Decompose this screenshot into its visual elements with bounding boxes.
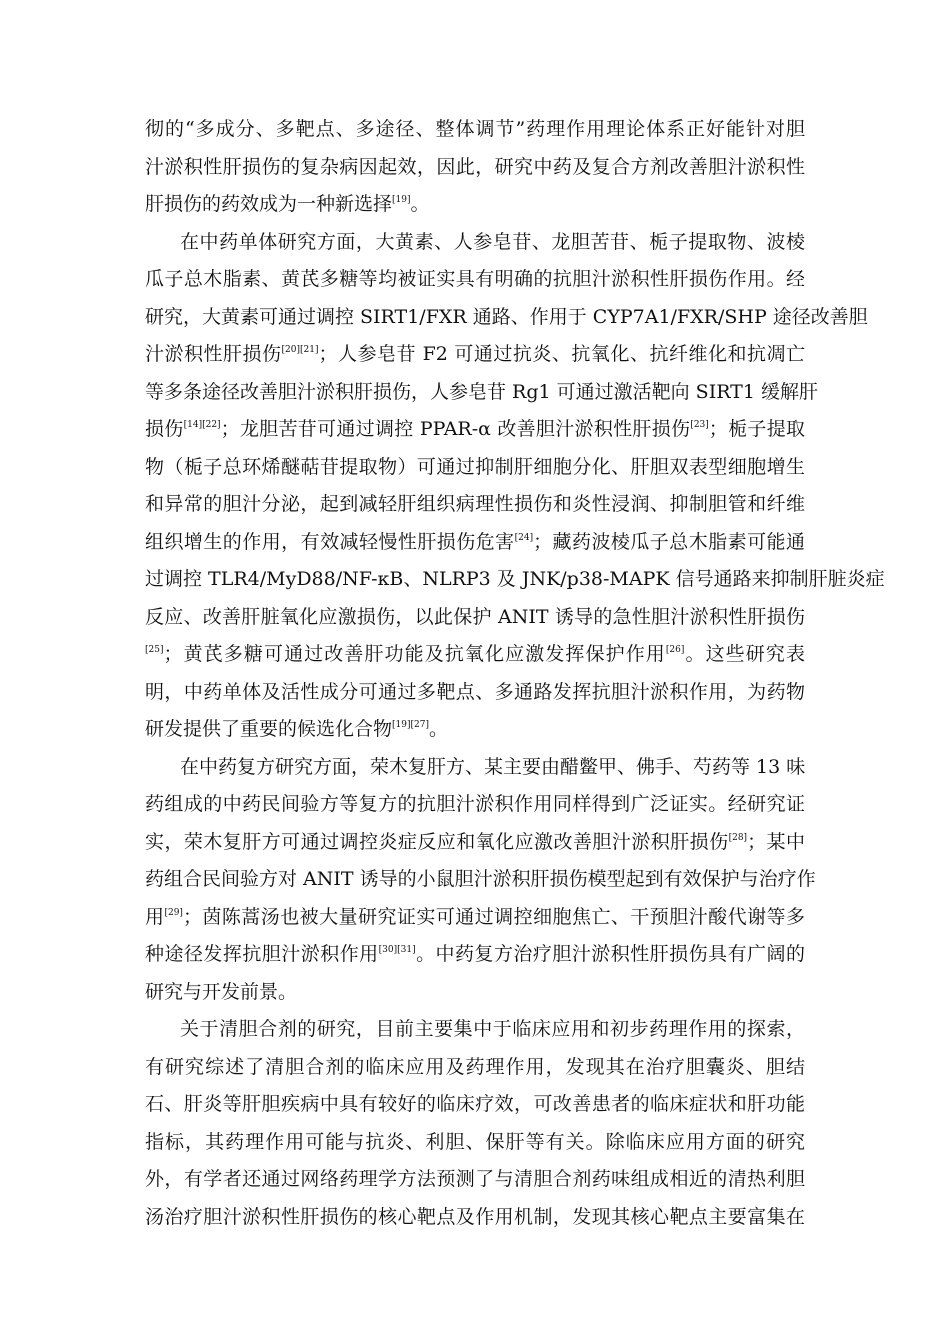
text-line: 外，有学者还通过网络药理学方法预测了与清胆合剂药味组成相近的清热利胆 — [145, 1168, 805, 1190]
text-line: 组织增生的作用，有效减轻慢性肝损伤危害[24]；藏药波棱瓜子总木脂素可能通 — [145, 530, 805, 553]
text-line: 药组合民间验方对 ANIT 诱导的小鼠胆汁淤积肝损伤模型起到有效保护与治疗作 — [145, 868, 816, 890]
text-line: 研究与开发前景。 — [145, 980, 298, 1003]
citation-ref: [20] — [281, 344, 301, 355]
text-line: 在中药复方研究方面，荣木复肝方、某主要由醋鳖甲、佛手、芍药等 13 味 — [180, 755, 806, 778]
citation-ref: [31] — [397, 944, 416, 955]
text-line: 指标，其药理作用可能与抗炎、利胆、保肝等有关。除临床应用方面的研究 — [145, 1130, 805, 1153]
text-line: [25]；黄芪多糖可通过改善肝功能及抗氧化应激发挥保护作用[26]。这些研究表 — [145, 643, 805, 665]
citation-ref: [21] — [300, 344, 319, 355]
paragraph — [145, 224, 885, 749]
text-line: 汤治疗胆汁淤积性肝损伤的核心靶点及作用机制，发现其核心靶点主要富集在 — [145, 1205, 805, 1228]
citation-ref: [23] — [690, 419, 709, 430]
text-line: 汁淤积性肝损伤[20][21]；人参皂苷 F2 可通过抗炎、抗氧化、抗纤维化和抗凋亡 — [145, 343, 805, 365]
citation-ref: [29] — [164, 907, 183, 918]
paragraph — [145, 749, 816, 1012]
citation-ref: [19] — [392, 194, 411, 205]
text-line: 彻的“多成分、多靶点、多途径、整体调节”药理作用理论体系正好能针对胆 — [145, 118, 805, 140]
citation-ref: [28] — [728, 832, 748, 843]
text-line: 石、肝炎等肝胆疾病中具有较好的临床疗效，可改善患者的临床症状和肝功能 — [145, 1093, 805, 1115]
text-line: 在中药单体研究方面，大黄素、人参皂苷、龙胆苦苷、栀子提取物、波棱 — [180, 230, 805, 253]
text-line: 和异常的胆汁分泌，起到减轻肝组织病理性损伤和炎性浸润、抑制胆管和纤维 — [145, 493, 805, 515]
citation-ref: [26] — [665, 644, 685, 655]
text-line: 种途径发挥抗胆汁淤积作用[30][31]。中药复方治疗胆汁淤积性肝损伤具有广阔的 — [145, 943, 805, 965]
citation-ref: [25] — [145, 644, 164, 655]
text-line: 反应、改善肝脏氧化应激损伤，以此保护 ANIT 诱导的急性胆汁淤积性肝损伤 — [145, 605, 805, 628]
text-line: 等多条途径改善胆汁淤积肝损伤，人参皂苷 Rg1 可通过激活靶向 SIRT1 缓解肝 — [145, 380, 818, 403]
text-line: 肝损伤的药效成为一种新选择[19]。 — [145, 193, 430, 215]
text-line: 关于清胆合剂的研究，目前主要集中于临床应用和初步药理作用的探索， — [180, 1018, 805, 1040]
citation-ref: [27] — [410, 719, 429, 730]
citation-ref: [19] — [392, 719, 411, 730]
citation-ref: [14] — [183, 419, 203, 430]
text-line: 研究，大黄素可通过调控 SIRT1/FXR 通路、作用于 CYP7A1/FXR/SHP 途径改善胆 — [145, 305, 868, 328]
text-line: 药组成的中药民间验方等复方的抗胆汁淤积作用同样得到广泛证实。经研究证 — [145, 793, 805, 815]
paragraph — [145, 111, 805, 224]
text-line: 物（栀子总环烯醚萜苷提取物）可通过抑制肝细胞分化、肝胆双表型细胞增生 — [145, 455, 805, 478]
citation-ref: [24] — [514, 532, 534, 543]
citation-ref: [22] — [202, 419, 221, 430]
text-line: 损伤[14][22]；龙胆苦苷可通过调控 PPAR-α 改善胆汁淤积性肝损伤[23]；栀子提取 — [145, 418, 805, 440]
text-line: 瓜子总木脂素、黄芪多糖等均被证实具有明确的抗胆汁淤积性肝损伤作用。经 — [145, 268, 805, 290]
citation-ref: [30] — [378, 944, 398, 955]
text-line: 实，荣木复肝方可通过调控炎症反应和氧化应激改善胆汁淤积肝损伤[28]；某中 — [145, 830, 805, 853]
text-line: 汁淤积性肝损伤的复杂病因起效，因此，研究中药及复合方剂改善胆汁淤积性 — [145, 155, 805, 178]
text-line: 明，中药单体及活性成分可通过多靶点、多通路发挥抗胆汁淤积作用，为药物 — [145, 680, 805, 703]
paragraph — [145, 1011, 805, 1236]
body-text — [145, 111, 885, 1236]
text-line: 有研究综述了清胆合剂的临床应用及药理作用，发现其在治疗胆囊炎、胆结 — [145, 1055, 805, 1078]
text-line: 过调控 TLR4/MyD88/NF-κB、NLRP3 及 JNK/p38-MAPK 信号通路来抑制肝脏炎症 — [145, 568, 885, 590]
text-line: 用[29]；茵陈蒿汤也被大量研究证实可通过调控细胞焦亡、干预胆汁酸代谢等多 — [145, 905, 805, 928]
text-line: 研发提供了重要的候选化合物[19][27]。 — [145, 718, 448, 740]
